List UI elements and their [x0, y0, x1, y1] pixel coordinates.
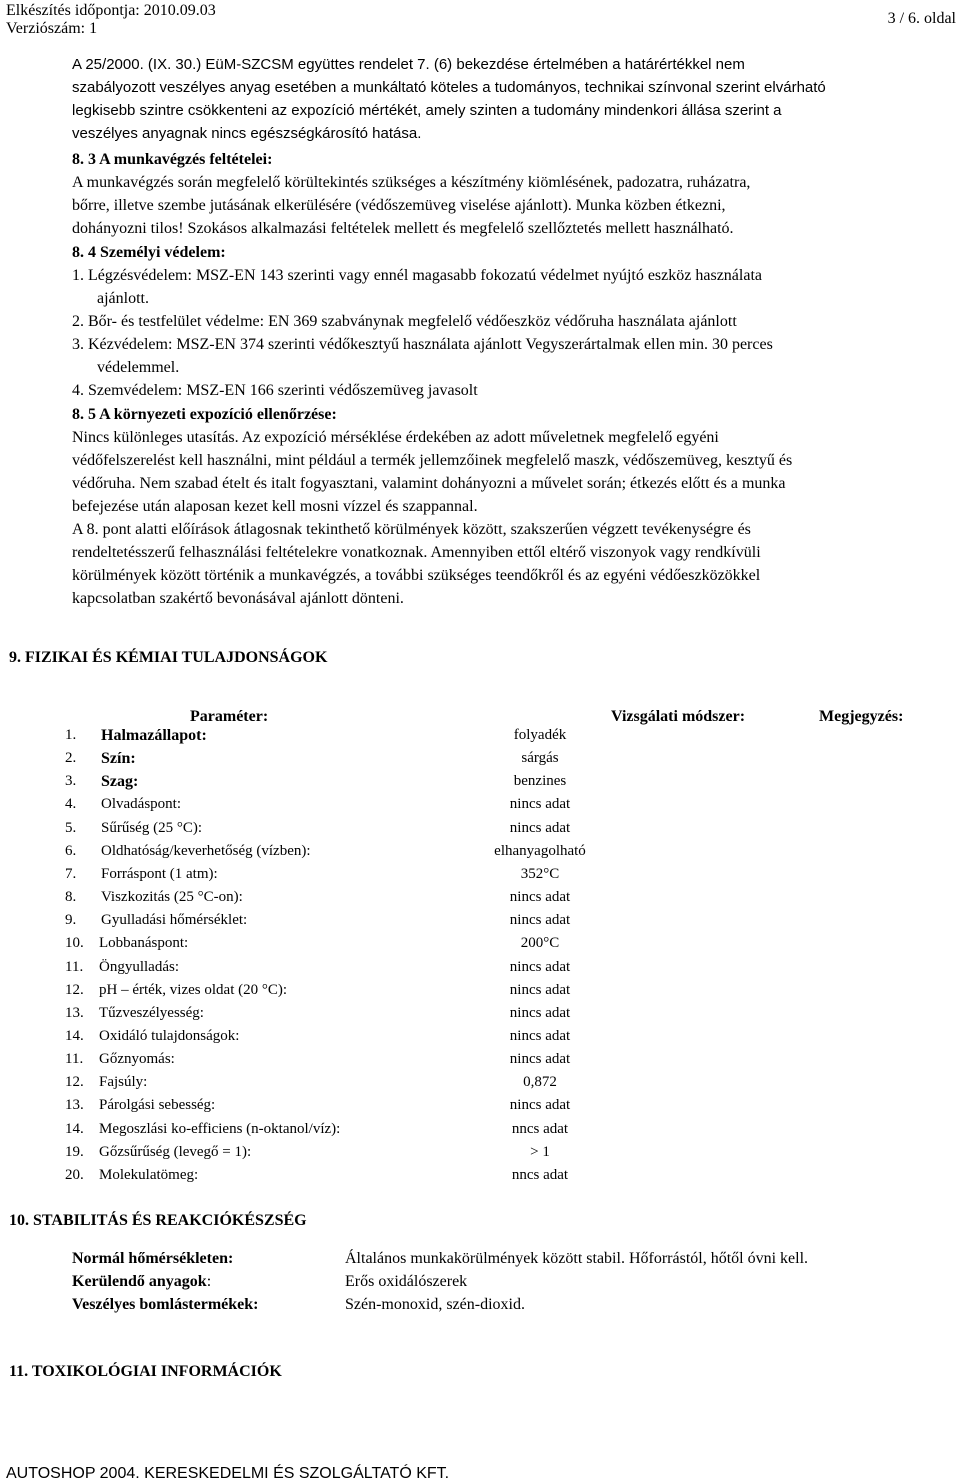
property-row [65, 840, 625, 863]
intro-line-2: szabályozott veszélyes anyag esetében a munkáltató köteles a tudományos, technikai színvonal szerint elvárható [72, 79, 826, 96]
intro-line-3: legkisebb szintre csökkenteni az expozíció mértékét, amely szinten a tudomány mindenkori állása szerint a [72, 102, 782, 119]
decomposition-label: Veszélyes bomlástermékek: [72, 1296, 259, 1313]
property-row [65, 1094, 625, 1117]
property-label: Öngyulladás: [99, 958, 179, 975]
s85-p2-line-3: körülmények között történik a munkavégzés, a további szükséges teendőkről és az egyéni védőeszközökkel [72, 567, 761, 584]
property-value: > 1 [530, 1143, 550, 1160]
property-number: 10. [65, 935, 84, 952]
intro-line-1: A 25/2000. (IX. 30.) EüM-SZCSM együttes rendelet 7. (6) bekezdése értelmében a határértékkel nem [72, 56, 745, 73]
property-number: 3. [65, 773, 77, 790]
property-label: Gőzsűrűség (levegő = 1): [99, 1143, 252, 1160]
intro-line-4: veszélyes anyagnak nincs egészségkárosító hatása. [72, 125, 422, 142]
property-label: Szín: [101, 750, 136, 768]
property-value: 0,872 [523, 1074, 557, 1091]
property-label: Lobbanáspont: [99, 935, 189, 952]
property-row [65, 1164, 625, 1187]
property-row [65, 817, 625, 840]
property-label: Megoszlási ko-efficiens (n-oktanol/víz): [99, 1120, 341, 1137]
section-11-heading: 11. TOXIKOLÓGIAI INFORMÁCIÓK [9, 1363, 282, 1380]
property-row [65, 863, 625, 886]
col-note-header: Megjegyzés: [819, 708, 904, 725]
property-label: Oldhatóság/keverhetőség (vízben): [101, 842, 311, 859]
avoid-materials-label [72, 1270, 211, 1293]
property-label: Sűrűség (25 °C): [101, 819, 202, 836]
property-label: Gőznyomás: [99, 1051, 175, 1068]
s85-p2-line-1: A 8. pont alatti előírások átlagosnak tekinthető körülmények között, szakszerűen végzett tevékenységre és [72, 521, 751, 538]
s84-item-3: 3. Kézvédelem: MSZ-EN 374 szerinti védőkesztyű használata ajánlott Vegyszerártalmak ellen min. 30 perces [72, 336, 773, 353]
property-number: 8. [65, 889, 77, 906]
s85-p2-line-4: kapcsolatban szakértő bevonásával ajánlott dönteni. [72, 590, 404, 607]
property-number: 6. [65, 842, 77, 859]
property-value: nincs adat [509, 1004, 571, 1021]
property-value: nincs adat [509, 958, 571, 975]
property-number: 19. [65, 1143, 84, 1160]
property-label: Halmazállapot: [101, 727, 207, 744]
property-value: nincs adat [509, 819, 571, 836]
decomposition-value: Szén-monoxid, szén-dioxid. [345, 1296, 525, 1313]
s85-p1-line-3: védőruha. Nem szabad ételt és italt fogyasztani, valamint dohányozni a művelet során; étkezés előtt és a munka [72, 475, 786, 492]
section-8-5-heading: 8. 5 A környezeti expozíció ellenőrzése: [72, 406, 337, 423]
property-row [65, 956, 625, 979]
property-label: pH – érték, vizes oldat (20 °C): [99, 981, 288, 998]
property-value: nncs adat [511, 1120, 569, 1137]
s84-item-2: 2. Bőr- és testfelület védelme: EN 369 szabványnak megfelelő védőeszköz védőruha használata ajánlott [72, 313, 737, 330]
property-number: 13. [65, 1004, 84, 1021]
s85-p2-line-2: rendeltetésszerű felhasználási feltételekre vonatkoznak. Amennyiben ettől eltérő viszonyok vagy rendkívüli [72, 544, 761, 561]
property-label: Molekulatömeg: [99, 1166, 199, 1183]
property-value: elhanyagolható [494, 842, 586, 859]
property-row [65, 1118, 625, 1141]
s84-item-1: 1. Légzésvédelem: MSZ-EN 143 szerinti vagy ennél magasabb fokozatú védelmet nyújtó eszköz használata [72, 267, 762, 284]
col-param-header: Paraméter: [190, 708, 269, 725]
s84-item-1-cont: ajánlott. [97, 290, 149, 307]
property-row [65, 793, 625, 816]
property-label: Viszkozitás (25 °C-on): [101, 889, 243, 906]
section-9-heading: 9. FIZIKAI ÉS KÉMIAI TULAJDONSÁGOK [9, 649, 328, 666]
property-value: nincs adat [509, 796, 571, 813]
property-value: sárgás [521, 750, 559, 767]
property-row [65, 1071, 625, 1094]
property-row [65, 1141, 625, 1164]
s84-item-4: 4. Szemvédelem: MSZ-EN 166 szerinti védőszemüveg javasolt [72, 382, 478, 399]
property-number: 5. [65, 819, 77, 836]
page-number: 3 / 6. oldal [887, 10, 956, 27]
property-value: nincs adat [509, 1027, 571, 1044]
property-number: 20. [65, 1166, 84, 1183]
property-value: nincs adat [509, 981, 571, 998]
stability-normal-label: Normál hőmérsékleten: [72, 1250, 234, 1267]
property-value: 200°C [520, 935, 560, 952]
property-number: 2. [65, 750, 77, 767]
s85-p1-line-1: Nincs különleges utasítás. Az expozíció mérséklése érdekében az adott műveletnek megfelelő egyéni [72, 429, 719, 446]
property-row [65, 747, 625, 770]
section-8-3-heading: 8. 3 A munkavégzés feltételei: [72, 151, 273, 168]
property-value: folyadék [513, 727, 567, 743]
property-value: nincs adat [509, 889, 571, 906]
property-number: 12. [65, 981, 84, 998]
property-value: nincs adat [509, 1051, 571, 1068]
property-row [65, 1025, 625, 1048]
property-label: Forráspont (1 atm): [101, 865, 218, 882]
property-number: 4. [65, 796, 77, 813]
property-row [65, 770, 625, 793]
property-number: 13. [65, 1097, 84, 1114]
s85-p1-line-4: befejezése után alaposan kezet kell mosni vízzel és szappannal. [72, 498, 478, 515]
avoid-materials-value: Erős oxidálószerek [345, 1273, 468, 1290]
avoid-materials-label-colon: : [206, 1273, 212, 1290]
property-row [65, 724, 625, 747]
property-label: Tűzveszélyesség: [99, 1004, 204, 1021]
property-row [65, 886, 625, 909]
prepared-date: Elkészítés időpontja: 2010.09.03 [6, 2, 216, 19]
avoid-materials-label-bold: Kerülendő anyagok [72, 1273, 207, 1290]
property-number: 12. [65, 1074, 84, 1091]
stability-normal-value: Általános munkakörülmények között stabil. Hőforrástól, hőtől óvni kell. [345, 1250, 809, 1267]
version-number: Verziószám: 1 [6, 20, 98, 37]
section-8-4-heading: 8. 4 Személyi védelem: [72, 244, 226, 261]
property-value: nincs adat [509, 912, 571, 929]
property-label: Fajsúly: [99, 1074, 148, 1091]
section-10-heading: 10. STABILITÁS ÉS REAKCIÓKÉSZSÉG [9, 1212, 307, 1229]
property-row [65, 932, 625, 955]
property-number: 11. [65, 1051, 84, 1068]
property-label: Oxidáló tulajdonságok: [99, 1027, 240, 1044]
property-label: Olvadáspont: [101, 796, 181, 813]
property-value: nncs adat [511, 1166, 569, 1183]
property-row [65, 979, 625, 1002]
property-number: 14. [65, 1120, 84, 1137]
property-number: 7. [65, 865, 77, 882]
s83-line-1: A munkavégzés során megfelelő körültekintés szükséges a készítmény kiömlésének, padozatra, ruházatra, [72, 174, 751, 191]
property-label: Párolgási sebesség: [99, 1097, 216, 1114]
property-number: 9. [65, 912, 77, 929]
property-value: 352°C [520, 865, 560, 882]
col-method-header: Vizsgálati módszer: [611, 708, 746, 725]
property-value: benzines [513, 773, 567, 790]
property-label: Szag: [101, 773, 139, 791]
property-row [65, 1002, 625, 1025]
s83-line-3: dohányozni tilos! Szokásos alkalmazási feltételek mellett és megfelelő szellőztetés mellett használható. [72, 220, 734, 237]
footer-company: AUTOSHOP 2004. KERESKEDELMI ÉS SZOLGÁLTATÓ KFT. [6, 1465, 450, 1482]
s85-p1-line-2: védőfelszerelést kell használni, mint például a termék jellemzőinek megfelelő maszk, védőszemüveg, kesztyű és [72, 452, 793, 469]
property-label: Gyulladási hőmérséklet: [101, 912, 248, 929]
property-value: nincs adat [509, 1097, 571, 1114]
s83-line-2: bőrre, illetve szembe jutásának elkerülésére (védőszemüveg viselése ajánlott). Munka közben étkezni, [72, 197, 726, 214]
property-number: 14. [65, 1027, 84, 1044]
property-row [65, 1048, 625, 1071]
property-number: 1. [65, 727, 77, 743]
property-row [65, 909, 625, 932]
s84-item-3-cont: védelemmel. [97, 359, 180, 376]
property-number: 11. [65, 958, 84, 975]
